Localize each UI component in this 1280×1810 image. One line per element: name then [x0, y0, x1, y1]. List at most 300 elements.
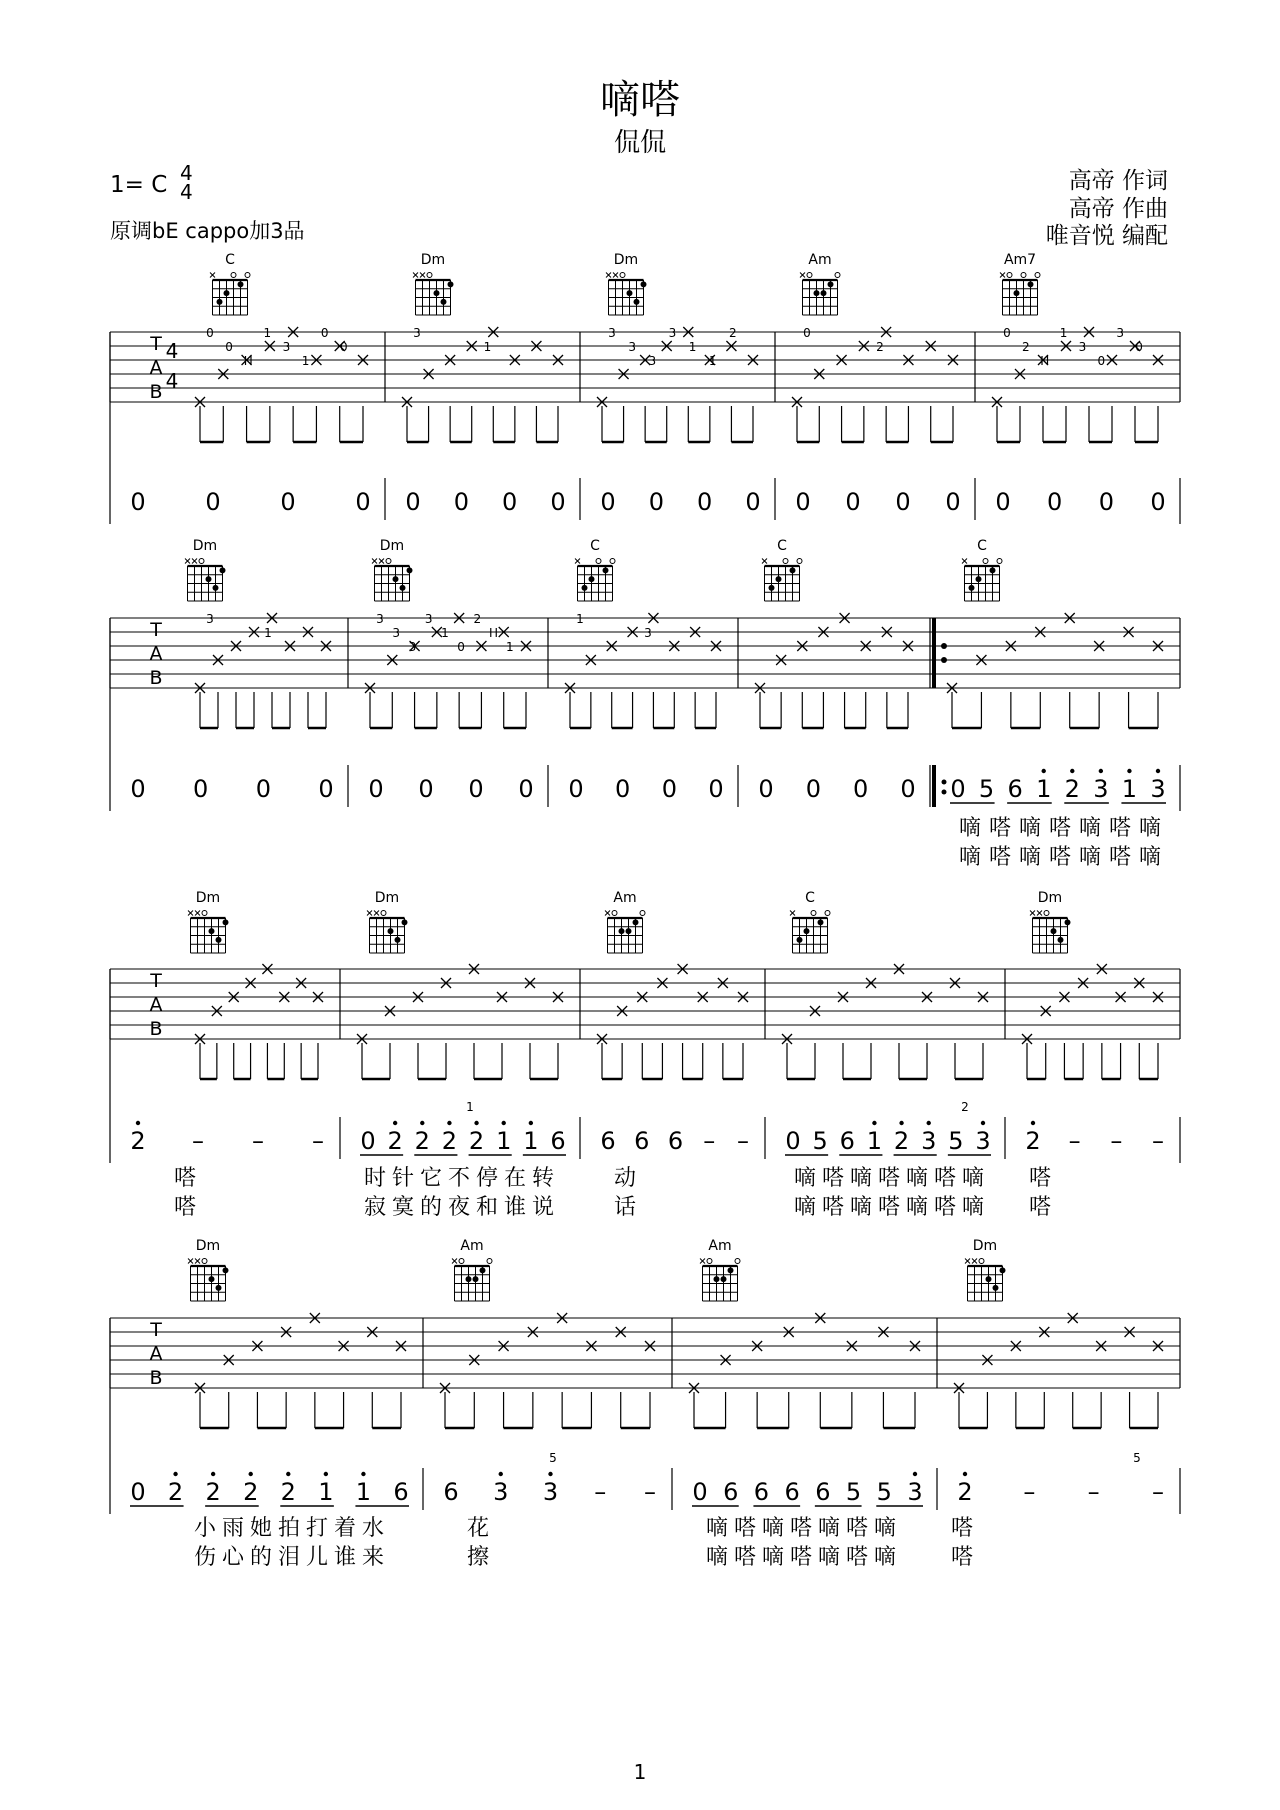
jianpu-note: 2 — [1025, 1127, 1041, 1155]
tab-hammer-on: H — [1040, 354, 1050, 368]
chord-name: Am — [613, 890, 637, 906]
chord-finger-dot — [448, 281, 454, 287]
tab-clef-letter-a: A — [149, 357, 163, 379]
chord-name: C — [977, 538, 987, 554]
chord-finger-dot — [224, 290, 230, 296]
jianpu-note: 0 — [697, 488, 713, 516]
octave-dot — [324, 1472, 328, 1476]
jianpu-dash: – — [1110, 1127, 1123, 1155]
tab-fret-number: 1 — [576, 612, 584, 626]
lyric-char: 嘀 — [849, 1195, 873, 1220]
chord-diagram-dm — [372, 538, 413, 601]
chord-finger-dot — [776, 576, 782, 582]
tab-fret-number: 0 — [457, 640, 465, 654]
chord-finger-dot — [216, 1285, 222, 1291]
jianpu-note: 0 — [405, 488, 421, 516]
lyric-char: 嗒 — [173, 1195, 197, 1220]
tab-clef-letter-b: B — [149, 381, 163, 403]
jianpu-note: 2 — [1064, 775, 1080, 803]
chord-finger-dot — [1000, 1267, 1006, 1273]
octave-dot — [211, 1472, 215, 1476]
jianpu-note: 0 — [518, 775, 534, 803]
chord-diagram-dm — [1030, 890, 1071, 953]
chord-finger-dot — [400, 585, 406, 591]
chord-finger-dot — [626, 928, 632, 934]
lyric-char: 嘀 — [761, 1545, 785, 1570]
octave-dot — [981, 1121, 985, 1125]
chord-diagram-dm — [185, 538, 226, 601]
tab-fret-number: 1 — [264, 626, 272, 640]
lyric-char: 寂 — [363, 1195, 387, 1220]
chord-diagram-am — [800, 252, 840, 315]
jianpu-note: 3 — [975, 1127, 991, 1155]
chord-finger-dot — [582, 585, 588, 591]
jianpu-note: 0 — [568, 775, 584, 803]
jianpu-note: 5 — [876, 1478, 892, 1506]
tab-fret-number: 0 — [803, 326, 811, 340]
chord-finger-dot — [976, 576, 982, 582]
tab-fret-number: 1 — [708, 354, 717, 368]
tab-fret-number: 0 — [206, 326, 214, 340]
tab-fret-number: 3 — [1078, 340, 1087, 354]
jianpu-note: 6 — [839, 1127, 855, 1155]
lyric-char: 心 — [221, 1545, 245, 1570]
lyric-char: 嗒 — [733, 1516, 757, 1541]
chord-finger-dot — [1051, 928, 1057, 934]
chord-name: C — [777, 538, 787, 554]
jianpu-note: 1 — [1036, 775, 1052, 803]
octave-dot — [1127, 769, 1131, 773]
jianpu-note: 0 — [995, 488, 1011, 516]
lyric-char: 嗒 — [173, 1166, 197, 1191]
jianpu-note: 0 — [600, 488, 616, 516]
chord-name: Dm — [972, 1238, 998, 1254]
jianpu-note: 0 — [418, 775, 434, 803]
chord-open-string — [620, 273, 625, 278]
jianpu-note: 1 — [523, 1127, 539, 1155]
lyric-char: 嘀 — [1018, 845, 1042, 870]
chord-finger-dot — [589, 576, 595, 582]
jianpu-dash: – — [1068, 1127, 1081, 1155]
tab-fret-number: 1 — [688, 340, 697, 354]
lyric-char: 嗒 — [845, 1516, 869, 1541]
chord-open-string — [427, 273, 432, 278]
tab-fret-number: 1 — [1059, 326, 1068, 340]
tab-clef-letter-b: B — [149, 1018, 163, 1040]
tab-fret-number: 0 — [340, 340, 348, 354]
tab-fret-number: 1 — [263, 326, 272, 340]
lyric-char: 嘀 — [817, 1545, 841, 1570]
chord-finger-dot — [473, 1276, 479, 1282]
octave-dot — [913, 1472, 917, 1476]
lyric-char: 嗒 — [988, 845, 1012, 870]
chord-diagram-am — [700, 1238, 740, 1301]
tab-clef-letter-a: A — [149, 1343, 163, 1365]
lyric-char: 嘀 — [905, 1195, 929, 1220]
chord-name: C — [590, 538, 600, 554]
chord-diagram-dm — [367, 890, 408, 953]
chord-finger-dot — [828, 281, 834, 287]
chord-open-string — [811, 911, 816, 916]
chord-open-string — [596, 559, 601, 564]
chord-name: Am — [708, 1238, 732, 1254]
lyric-char: 她 — [249, 1516, 273, 1541]
tab-fret-number: 3 — [392, 626, 401, 640]
chord-name: Dm — [195, 890, 221, 906]
chord-name: Am — [808, 252, 832, 268]
lyric-char: 的 — [419, 1195, 443, 1220]
jianpu-note: 0 — [360, 1127, 376, 1155]
time-signature-bottom: 4 — [180, 180, 193, 204]
jianpu-note: 6 — [600, 1127, 616, 1155]
jianpu-dash: – — [1152, 1478, 1164, 1506]
lyric-char: 嗒 — [1048, 845, 1072, 870]
lyric-char: 嘀 — [1078, 845, 1102, 870]
tab-fret-number: 1 — [505, 640, 514, 654]
time-signature-top: 4 — [180, 161, 193, 185]
chord-diagram-dm — [965, 1238, 1006, 1301]
jianpu-note: 0 — [355, 488, 371, 516]
tab-fret-number: 3 — [628, 340, 636, 354]
jianpu-note: 0 — [318, 775, 334, 803]
chord-finger-dot — [480, 1267, 486, 1273]
lyric-char: 嘀 — [873, 1545, 897, 1570]
lyric-char: 雨 — [221, 1516, 245, 1541]
lyric-char: 谁 — [503, 1195, 527, 1220]
chord-finger-dot — [634, 299, 640, 305]
jianpu-note: 0 — [900, 775, 916, 803]
lyric-char: 嗒 — [821, 1195, 845, 1220]
jianpu-note: 0 — [805, 775, 821, 803]
chord-open-string — [983, 559, 988, 564]
jianpu-note: 0 — [853, 775, 869, 803]
chord-diagram-am — [452, 1238, 492, 1301]
jianpu-note: 0 — [193, 775, 209, 803]
chord-diagram-dm — [413, 252, 454, 315]
lyric-char: 嘀 — [849, 1166, 873, 1191]
lyric-char: 嗒 — [1028, 1166, 1052, 1191]
jianpu-note: 2 — [167, 1478, 184, 1506]
lyric-char: 嘀 — [958, 816, 982, 841]
chord-finger-dot — [619, 928, 625, 934]
chord-open-string — [825, 911, 830, 916]
tab-fret-number: 1 — [301, 354, 310, 368]
jianpu-note: 0 — [453, 488, 469, 516]
tab-fret-number: 3 — [1116, 326, 1125, 340]
jianpu-note: 1 — [318, 1478, 334, 1506]
jianpu-note: 2 — [414, 1127, 430, 1155]
tab-hammer-on: H — [243, 354, 253, 368]
chord-open-string — [381, 911, 386, 916]
lyric-char: 嗒 — [877, 1166, 901, 1191]
tab-fret-number: 3 — [644, 626, 652, 640]
lyric-char: 停 — [475, 1166, 499, 1191]
credit-composer: 高帝 作曲 — [1068, 196, 1168, 222]
jianpu-note: 0 — [1150, 488, 1166, 516]
octave-dot — [872, 1121, 876, 1125]
chord-open-string — [707, 1259, 712, 1264]
jianpu-note: 6 — [550, 1127, 566, 1155]
jianpu-dash: – — [594, 1478, 607, 1506]
repeat-dot — [941, 643, 947, 649]
tab-clef-letter-a: A — [149, 643, 163, 665]
jianpu-dash: – — [1152, 1127, 1164, 1155]
key-signature: 1= C — [110, 172, 168, 198]
jianpu-dash: – — [192, 1127, 204, 1155]
lyric-char: 嘀 — [1018, 816, 1042, 841]
tab-fret-number: 3 — [408, 640, 417, 654]
chord-finger-dot — [641, 281, 647, 287]
lyric-char: 它 — [419, 1166, 443, 1191]
chord-finger-dot — [434, 290, 440, 296]
tab-fret-number: 2 — [473, 612, 482, 626]
tab-fret-number: 1 — [483, 340, 492, 354]
chord-finger-dot — [797, 937, 803, 943]
jianpu-note: 1 — [1121, 775, 1138, 803]
lyric-char: 说 — [531, 1195, 555, 1220]
lyric-char: 嘀 — [793, 1166, 817, 1191]
octave-dot — [502, 1121, 506, 1125]
jianpu-note: 6 — [634, 1127, 650, 1155]
chord-open-string — [1044, 911, 1049, 916]
chord-finger-dot — [223, 919, 229, 925]
jianpu-note: 3 — [1093, 775, 1109, 803]
octave-dot — [1031, 1121, 1035, 1125]
chord-finger-dot — [990, 567, 996, 573]
jianpu-note: 0 — [130, 488, 146, 516]
jianpu-note: 0 — [502, 488, 518, 516]
lyric-char: 嗒 — [733, 1545, 757, 1570]
lyric-char: 嗒 — [1108, 816, 1132, 841]
chord-open-string — [1007, 273, 1012, 278]
lyric-char: 嗒 — [877, 1195, 901, 1220]
chord-open-string — [797, 559, 802, 564]
jianpu-note: 0 — [205, 488, 221, 516]
tab-hammer-on: H — [489, 626, 499, 640]
original-key-note: 原调bE cappo加3品 — [110, 219, 305, 243]
jianpu-note: 0 — [1098, 488, 1114, 516]
lyric-char: 在 — [503, 1166, 527, 1191]
lyric-char: 嘀 — [817, 1516, 841, 1541]
chord-diagram-c — [962, 538, 1002, 601]
lyric-char: 和 — [475, 1195, 499, 1220]
chord-open-string — [202, 1259, 207, 1264]
chord-finger-dot — [821, 290, 827, 296]
tab-fret-number: 0 — [1003, 326, 1011, 340]
lyric-char: 嘀 — [905, 1166, 929, 1191]
chord-open-string — [202, 911, 207, 916]
jianpu-note: 1 — [496, 1127, 512, 1155]
octave-dot — [286, 1472, 290, 1476]
jianpu-note: 0 — [661, 775, 677, 803]
octave-dot — [548, 1472, 552, 1476]
jianpu-note: 0 — [845, 488, 861, 516]
lyric-char: 嗒 — [1108, 845, 1132, 870]
chord-finger-dot — [217, 299, 223, 305]
jianpu-dash: – — [312, 1127, 324, 1155]
jianpu-note: 0 — [895, 488, 911, 516]
lyric-char: 夜 — [447, 1195, 471, 1220]
jianpu-note: 0 — [1047, 488, 1063, 516]
jianpu-note: 0 — [130, 775, 146, 803]
chord-finger-dot — [804, 928, 810, 934]
jianpu-note: 3 — [921, 1127, 937, 1155]
lyric-char: 谁 — [333, 1545, 357, 1570]
lyric-char: 水 — [361, 1516, 385, 1541]
chord-open-string — [612, 911, 617, 916]
lyric-char: 嘀 — [1078, 816, 1102, 841]
octave-dot — [1042, 769, 1046, 773]
jianpu-note: 6 — [393, 1478, 409, 1506]
chord-open-string — [735, 1259, 740, 1264]
jianpu-note: 0 — [648, 488, 664, 516]
lyric-char: 泪 — [277, 1545, 301, 1570]
lyric-char: 嗒 — [950, 1516, 974, 1541]
tab-fret-number: 3 — [668, 326, 677, 340]
page-number: 1 — [633, 1760, 647, 1784]
grace-note: 2 — [961, 1100, 969, 1114]
grace-note: 5 — [1133, 1451, 1141, 1465]
lyric-char: 嗒 — [1048, 816, 1072, 841]
tab-fret-number: 2 — [1022, 340, 1030, 354]
octave-dot — [420, 1121, 424, 1125]
lyric-char: 嘀 — [873, 1516, 897, 1541]
chord-finger-dot — [209, 928, 215, 934]
jianpu-note: 0 — [708, 775, 724, 803]
chord-finger-dot — [986, 1276, 992, 1282]
chord-finger-dot — [395, 937, 401, 943]
chord-finger-dot — [213, 585, 219, 591]
chord-open-string — [807, 273, 812, 278]
jianpu-note: 0 — [758, 775, 774, 803]
jianpu-note: 0 — [255, 775, 271, 803]
chord-finger-dot — [603, 567, 609, 573]
lyric-char: 不 — [447, 1166, 471, 1191]
jianpu-note: 2 — [130, 1127, 146, 1155]
tab-fret-number: 0 — [1097, 354, 1106, 368]
lyric-char: 擦 — [466, 1545, 490, 1570]
grace-note: 1 — [466, 1100, 474, 1114]
tab-fret-number: 3 — [282, 340, 291, 354]
chord-diagram-c — [575, 538, 615, 601]
tab-fret-number: 0 — [1135, 340, 1143, 354]
jianpu-repeat-dot — [942, 780, 947, 785]
lyric-char: 嘀 — [705, 1516, 729, 1541]
jianpu-note: 0 — [468, 775, 484, 803]
jianpu-note: 3 — [907, 1478, 923, 1506]
jianpu-dash: – — [737, 1127, 749, 1155]
jianpu-note: 2 — [243, 1478, 259, 1506]
chord-name: Dm — [192, 538, 218, 554]
chord-finger-dot — [814, 290, 820, 296]
credit-lyricist: 高帝 作词 — [1068, 168, 1168, 194]
chord-finger-dot — [407, 567, 413, 573]
chord-finger-dot — [728, 1267, 734, 1273]
chord-name: C — [225, 252, 235, 268]
jianpu-note: 2 — [280, 1478, 296, 1506]
tab-clef-letter-t: T — [150, 1319, 162, 1341]
octave-dot — [249, 1472, 253, 1476]
jianpu-note: 2 — [893, 1127, 910, 1155]
octave-dot — [474, 1121, 478, 1125]
chord-diagram-dm — [188, 1238, 229, 1301]
jianpu-note: 6 — [1007, 775, 1023, 803]
tab-time-bottom: 4 — [165, 369, 179, 393]
jianpu-note: 0 — [615, 775, 631, 803]
jianpu-note: 5 — [948, 1127, 964, 1155]
jianpu-note: 6 — [443, 1478, 459, 1506]
chord-open-string — [245, 273, 250, 278]
jianpu-note: 1 — [866, 1127, 883, 1155]
chord-finger-dot — [393, 576, 399, 582]
chord-diagram-am7 — [1000, 252, 1040, 315]
chord-name: C — [805, 890, 815, 906]
lyric-char: 嘀 — [1138, 816, 1162, 841]
lyric-char: 嘀 — [961, 1195, 985, 1220]
octave-dot — [1070, 769, 1074, 773]
lyric-char: 嗒 — [789, 1516, 813, 1541]
tab-fret-number: 3 — [608, 326, 616, 340]
lyric-char: 伤 — [193, 1545, 217, 1570]
tab-fret-number: 2 — [729, 326, 737, 340]
chord-name: Am — [460, 1238, 484, 1254]
lyric-char: 嗒 — [988, 816, 1012, 841]
lyric-char: 小 — [193, 1516, 217, 1541]
octave-dot — [447, 1121, 451, 1125]
chord-finger-dot — [714, 1276, 720, 1282]
lyric-char: 嘀 — [1138, 845, 1162, 870]
chord-finger-dot — [1028, 281, 1034, 287]
jianpu-repeat-dot — [942, 790, 947, 795]
jianpu-note: 6 — [753, 1478, 770, 1506]
jianpu-dash: – — [1023, 1478, 1036, 1506]
lyric-char: 着 — [333, 1516, 357, 1541]
lyric-char: 嗒 — [950, 1545, 974, 1570]
octave-dot — [529, 1121, 533, 1125]
chord-diagram-c — [790, 890, 830, 953]
jianpu-note: 6 — [723, 1478, 739, 1506]
jianpu-note: 3 — [542, 1478, 559, 1506]
jianpu-dash: – — [644, 1478, 656, 1506]
lyric-char: 拍 — [277, 1516, 301, 1541]
chord-finger-dot — [1065, 919, 1071, 925]
octave-dot — [361, 1472, 365, 1476]
chord-open-string — [783, 559, 788, 564]
lyric-char: 时 — [363, 1166, 387, 1191]
lyric-char: 针 — [391, 1166, 415, 1191]
octave-dot — [173, 1472, 177, 1476]
chord-name: Dm — [195, 1238, 221, 1254]
grace-note: 5 — [549, 1451, 557, 1465]
chord-finger-dot — [633, 919, 639, 925]
lyric-char: 嗒 — [821, 1166, 845, 1191]
tab-clef-letter-b: B — [149, 667, 163, 689]
chord-finger-dot — [818, 919, 824, 925]
chord-open-string — [231, 273, 236, 278]
chord-name: Dm — [379, 538, 405, 554]
song-title: 嘀嗒 — [600, 77, 680, 123]
jianpu-note: 3 — [1150, 775, 1166, 803]
jianpu-note: 3 — [493, 1478, 509, 1506]
chord-name: Dm — [374, 890, 400, 906]
chord-finger-dot — [769, 585, 775, 591]
chord-name: Am7 — [1003, 252, 1037, 268]
jianpu-note: 5 — [978, 775, 995, 803]
chord-finger-dot — [969, 585, 975, 591]
lyric-char: 嘀 — [793, 1195, 817, 1220]
jianpu-note: 0 — [280, 488, 296, 516]
chord-finger-dot — [238, 281, 244, 287]
